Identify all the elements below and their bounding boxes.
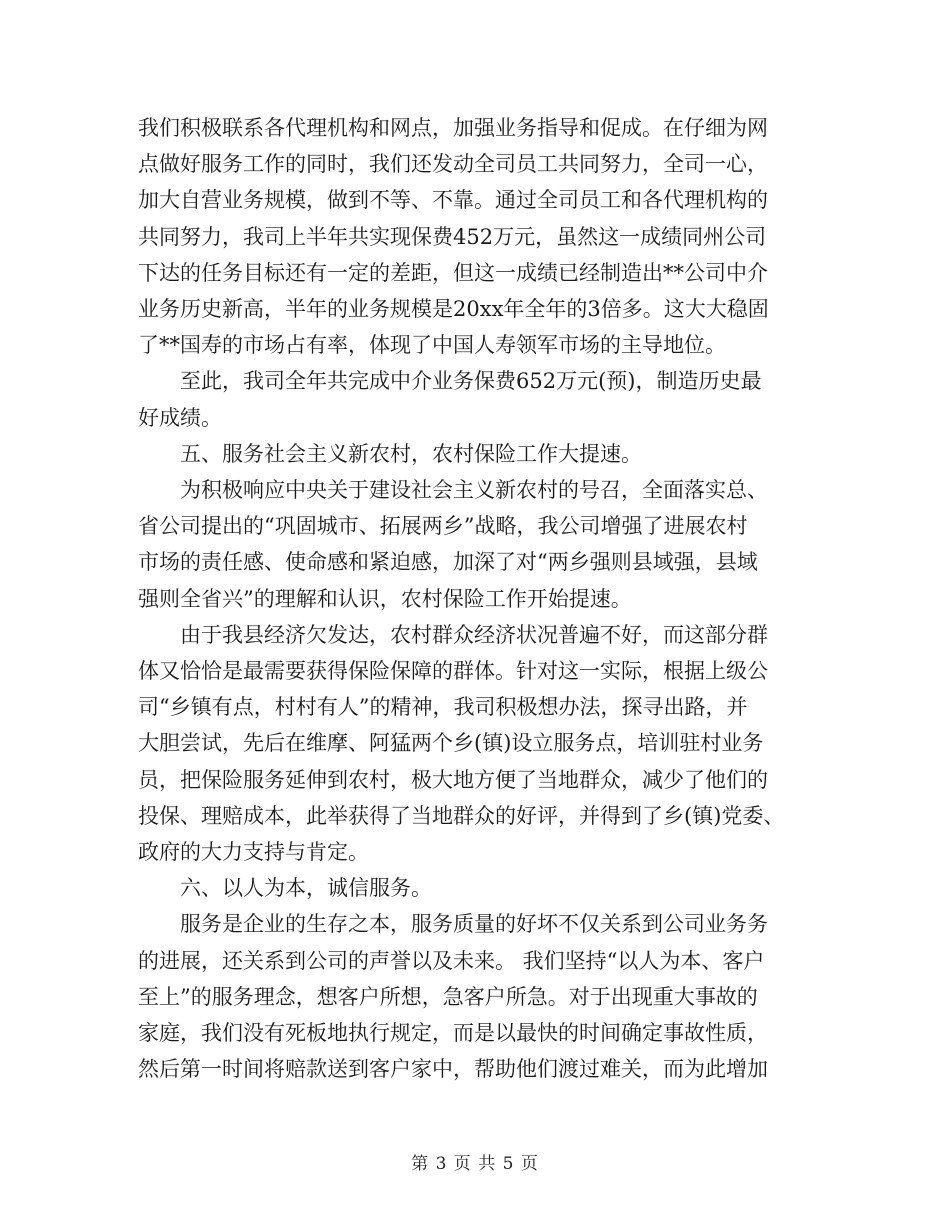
- text-line: 体又恰恰是最需要获得保险保障的群体。针对这一实际，根据上级公: [138, 659, 768, 684]
- paragraph: [138, 617, 818, 870]
- text-line: 然后第一时间将赔款送到客户家中，帮助他们渡过难关，而为此增加: [138, 1057, 768, 1082]
- text-line: 共同努力，我司上半年共实现保费452万元，虽然这一成绩同州公司: [138, 224, 767, 249]
- text-line: 加大自营业务规模，做到不等、不靠。通过全司员工和各代理机构的: [138, 188, 768, 213]
- paragraph: [138, 472, 818, 617]
- text-line: 司“乡镇有点，村村有人”的精神，我司积极想办法，探寻出路，并: [138, 695, 748, 720]
- text-line: 至上”的服务理念，想客户所想，急客户所急。对于出现重大事故的: [138, 984, 758, 1009]
- text-line: 大胆尝试，先后在维摩、阿猛两个乡(镇)设立服务点，培训驻村业务: [138, 731, 764, 756]
- text-line: 市场的责任感、使命感和紧迫感，加深了对“两乡强则县域强，县域: [138, 550, 758, 575]
- text-line: 好成绩。: [138, 405, 222, 430]
- text-line: 业务历史新高，半年的业务规模是20xx年全年的3倍多。这大大稳固: [138, 297, 769, 322]
- paragraph: [138, 110, 818, 363]
- text-line: 员，把保险服务延伸到农村，极大地方便了当地群众，减少了他们的: [138, 767, 768, 792]
- text-line: 了**国寿的市场占有率，体现了中国人寿领军市场的主导地位。: [138, 333, 726, 358]
- text-line: 家庭，我们没有死板地执行规定，而是以最快的时间确定事故性质，: [138, 1021, 768, 1046]
- text-line: 下达的任务目标还有一定的差距，但这一成绩已经制造出**公司中介: [138, 260, 768, 285]
- text-line: 省公司提出的“巩固城市、拓展两乡”战略，我公司增强了进展农村: [138, 514, 748, 539]
- body-text: [138, 110, 818, 1087]
- page-footer: 第 3 页 共 5 页: [411, 1154, 539, 1174]
- text-line: 由于我县经济欠发达，农村群众经济状况普遍不好，而这部分群: [180, 622, 768, 647]
- text-line: 点做好服务工作的同时，我们还发动全司员工共同努力，全司一心，: [138, 152, 768, 177]
- paragraph: [138, 363, 818, 435]
- text-line: 五、服务社会主义新农村，农村保险工作大提速。: [180, 441, 642, 466]
- text-line: 强则全省兴”的理解和认识，农村保险工作开始提速。: [138, 586, 632, 611]
- paragraph: [138, 906, 818, 1087]
- text-line: 六、以人为本，诚信服务。: [180, 876, 432, 901]
- text-line: 政府的大力支持与肯定。: [138, 840, 369, 865]
- text-line: 投保、理赔成本，此举获得了当地群众的好评，并得到了乡(镇)党委、: [138, 803, 785, 828]
- text-line: 我们积极联系各代理机构和网点，加强业务指导和促成。在仔细为网: [138, 116, 768, 140]
- text-line: 服务是企业的生存之本，服务质量的好坏不仅关系到公司业务务: [180, 912, 768, 937]
- text-line: 的进展，还关系到公司的声誉以及未来。 我们坚持“以人为本、客户: [138, 948, 765, 973]
- text-line: 至此，我司全年共完成中介业务保费652万元(预)，制造历史最: [180, 369, 762, 394]
- text-line: 为积极响应中央关于建设社会主义新农村的号召，全面落实总、: [180, 478, 768, 503]
- paragraph: [138, 870, 818, 906]
- paragraph: [138, 436, 818, 472]
